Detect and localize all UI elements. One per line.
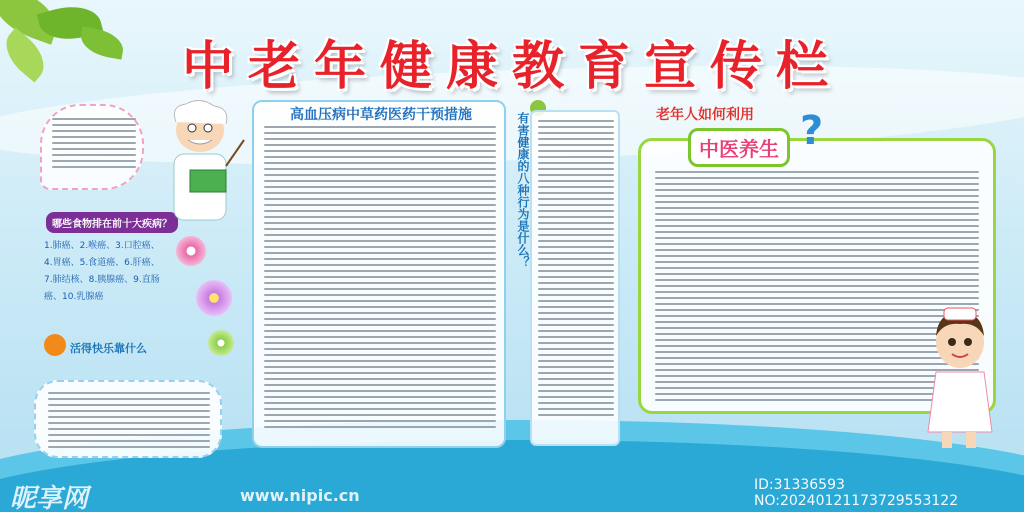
left-info-panel xyxy=(40,104,144,190)
ranking-list: 1.肺癌、2.喉癌、3.口腔癌、4.胃癌、5.食道癌、6.肝癌、7.肺结核、8.胰腺癌、9.直肠癌、10.乳腺癌 xyxy=(44,241,160,302)
flower-decoration xyxy=(196,280,232,316)
ranking-label: 哪些食物排在前十大疾病？ xyxy=(46,212,178,233)
left-heading-happiness: 活得快乐靠什么 xyxy=(70,342,147,355)
right-heading: 老年人如何利用 xyxy=(656,107,754,123)
flower-decoration xyxy=(176,236,206,266)
text-block xyxy=(48,392,210,452)
text-block xyxy=(52,118,136,172)
page-title: 中老年健康教育宣传栏 xyxy=(181,37,842,97)
doctor-illustration xyxy=(160,100,246,230)
watermark-logo: 昵享网 xyxy=(10,484,89,512)
tcm-wellness-heading: 中医养生 xyxy=(688,128,790,167)
watermark-url: www.nipic.cn xyxy=(240,486,360,505)
text-block xyxy=(264,126,496,432)
left-bottom-panel xyxy=(34,380,222,458)
vertical-heading: 有害健康的八种行为是什么？ xyxy=(516,112,530,268)
nurse-illustration xyxy=(918,306,1000,450)
question-mark-icon: ? xyxy=(800,108,824,154)
text-block xyxy=(538,120,614,420)
middle-text-panel xyxy=(252,100,506,448)
flower-decoration xyxy=(208,330,234,356)
smiley-icon xyxy=(44,334,66,356)
strip-text-panel xyxy=(530,110,620,446)
watermark-id: ID:31336593 NO:20240121173729553122 xyxy=(754,477,959,509)
middle-heading: 高血压病中草药医药干预措施 xyxy=(290,107,472,123)
